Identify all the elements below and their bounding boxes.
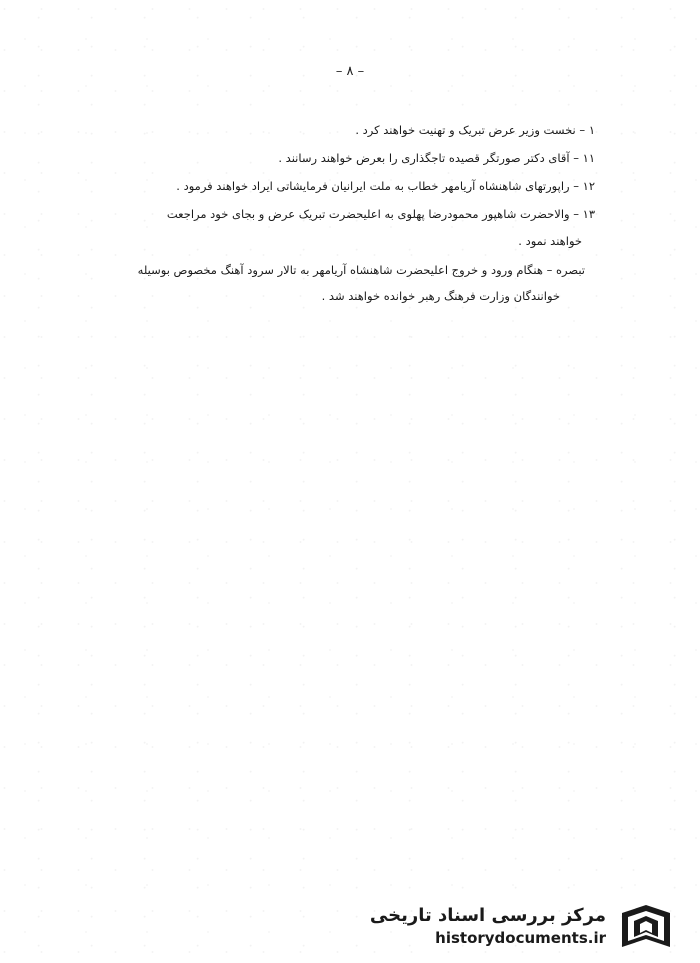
text-line-item-12: ۱۲ – راپورتهای شاهنشاه آریامهر خطاب به ملت ایرانیان فرمایشاتی ایراد خواهند فرمود .	[176, 179, 595, 193]
page-number: – ۸ –	[335, 64, 365, 79]
text-line-item-11: ۱۱ – آقای دکتر صورتگر قصیده تاجگذاری را بعرض خواهند رسانند .	[278, 151, 595, 165]
book-logo-icon	[616, 903, 676, 953]
text-line-item-13: ۱۳ – والاحضرت شاهپور محمودرضا پهلوی به اعلیحضرت تبریک عرض و بجای خود مراجعت	[166, 207, 595, 221]
text-line-item-13-continued: خواهند نمود .	[518, 234, 582, 248]
note-line-continued: خوانندگان وزارت فرهنگ رهبر خوانده خواهند شد .	[321, 289, 560, 303]
watermark-title: مرکز بررسی اسناد تاریخی	[369, 905, 606, 926]
text-line-item-10: ۱ – نخست وزیر عرض تبریک و تهنیت خواهند کرد .	[355, 123, 595, 137]
archive-watermark	[369, 903, 684, 951]
note-line: تبصره – هنگام ورود و خروج اعلیحضرت شاهنشاه آریامهر به تالار سرود آهنگ مخصوص بوسیله	[137, 263, 585, 277]
watermark-url: historydocuments.ir	[435, 929, 606, 947]
